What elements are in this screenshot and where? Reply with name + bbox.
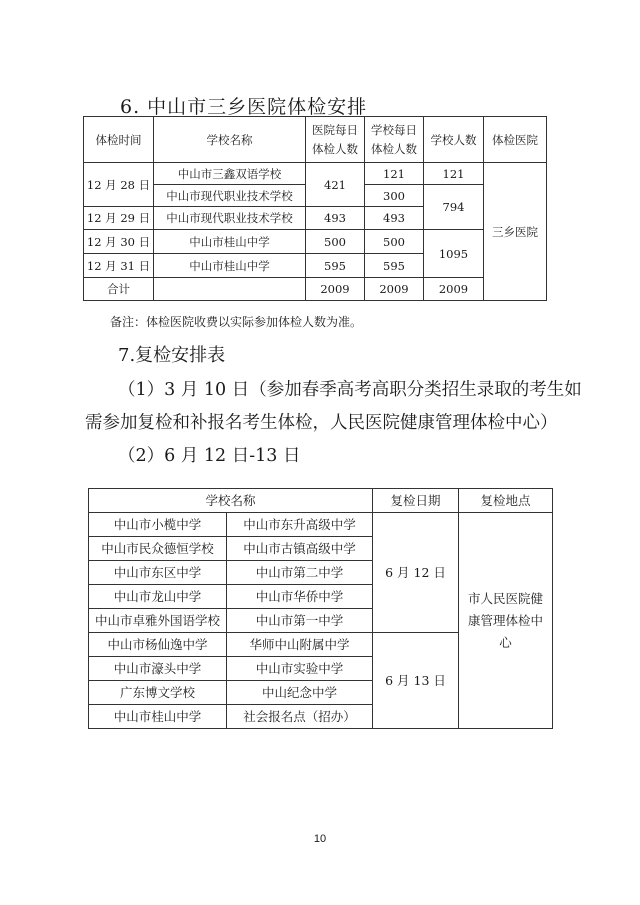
- table-row: [84, 163, 547, 185]
- cell-school-right: 社会报名点（招办）: [227, 705, 373, 729]
- header-school: 学校名称: [154, 117, 306, 163]
- cell-date-2: 6 月 13 日: [373, 633, 459, 729]
- cell-school-left: 中山市濠头中学: [89, 657, 227, 681]
- cell-hospital-daily: 500: [306, 230, 365, 254]
- cell-hospital-daily: 493: [306, 207, 365, 230]
- table-header-row: [84, 117, 547, 163]
- cell-total-label: 合计: [84, 278, 154, 301]
- cell-time: 12 月 31 日: [84, 254, 154, 278]
- cell-school-right: 中山纪念中学: [227, 681, 373, 705]
- cell-school-right: 中山市第二中学: [227, 561, 373, 585]
- cell-school-left: 中山市卓雅外国语学校: [89, 609, 227, 633]
- cell-school-daily: 300: [365, 185, 424, 207]
- cell-time: 12 月 30 日: [84, 230, 154, 254]
- cell-school-left: 中山市杨仙逸中学: [89, 633, 227, 657]
- recheck-schedule-table: [88, 488, 553, 729]
- cell-school-daily: 493: [365, 207, 424, 230]
- cell-school-right: 中山市东升高级中学: [227, 513, 373, 537]
- cell-school-left: 中山市桂山中学: [89, 705, 227, 729]
- cell-school-right: 中山市第一中学: [227, 609, 373, 633]
- cell-total-hospital-daily: 2009: [306, 278, 365, 301]
- cell-school-right: 华师中山附属中学: [227, 633, 373, 657]
- table-note: 备注：体检医院收费以实际参加体检人数为准。: [110, 315, 363, 329]
- cell-school-right: 中山市实验中学: [227, 657, 373, 681]
- cell-school-daily: 500: [365, 230, 424, 254]
- header-time: 体检时间: [84, 117, 154, 163]
- cell-school-left: 中山市龙山中学: [89, 585, 227, 609]
- cell-time: 12 月 29 日: [84, 207, 154, 230]
- cell-school-total: 121: [424, 163, 484, 185]
- header-date: 复检日期: [373, 489, 459, 513]
- cell-total-school-total: 2009: [424, 278, 484, 301]
- section6-title: 6. 中山市三乡医院体检安排: [120, 96, 368, 118]
- header-school: 学校名称: [89, 489, 373, 513]
- cell-place: 市人民医院健康管理体检中心: [459, 513, 553, 729]
- cell-school: 中山市现代职业技术学校: [154, 185, 306, 207]
- cell-school: 中山市现代职业技术学校: [154, 207, 306, 230]
- cell-total-school-daily: 2009: [365, 278, 424, 301]
- header-hospital-daily: 医院每日 体检人数: [306, 117, 365, 163]
- table-row: [89, 513, 553, 537]
- cell-school-total: 1095: [424, 230, 484, 278]
- header-hospital: 体检医院: [484, 117, 547, 163]
- table-row: [84, 230, 547, 254]
- item1-line1: （1）3 月 10 日（参加春季高考高职分类招生录取的考生如: [118, 380, 582, 400]
- cell-school-right: 中山市古镇高级中学: [227, 537, 373, 561]
- cell-hospital: 三乡医院: [484, 163, 547, 301]
- cell-school-right: 中山市华侨中学: [227, 585, 373, 609]
- cell-school: 中山市桂山中学: [154, 230, 306, 254]
- page-number: 10: [313, 833, 327, 845]
- header-school-daily: 学校每日 体检人数: [365, 117, 424, 163]
- cell-school-daily: 121: [365, 163, 424, 185]
- header-place: 复检地点: [459, 489, 553, 513]
- cell-school: 中山市三鑫双语学校: [154, 163, 306, 185]
- cell-total-blank: [154, 278, 306, 301]
- header-school-total: 学校人数: [424, 117, 484, 163]
- cell-school-total: 794: [424, 185, 484, 230]
- cell-school: 中山市桂山中学: [154, 254, 306, 278]
- cell-school-left: 中山市小榄中学: [89, 513, 227, 537]
- cell-school-left: 广东博文学校: [89, 681, 227, 705]
- cell-time: 12 月 28 日: [84, 163, 154, 207]
- cell-hospital-daily: 421: [306, 163, 365, 207]
- cell-school-left: 中山市民众德恒学校: [89, 537, 227, 561]
- cell-school-left: 中山市东区中学: [89, 561, 227, 585]
- table-header-row: [89, 489, 553, 513]
- table-total-row: [84, 278, 547, 301]
- item1-line2: 需参加复检和补报名考生体检，人民医院健康管理体检中心）: [85, 413, 558, 433]
- hospital-schedule-table: [83, 116, 547, 301]
- cell-date-1: 6 月 12 日: [373, 513, 459, 633]
- cell-school-daily: 595: [365, 254, 424, 278]
- item2: （2）6 月 12 日-13 日: [118, 446, 301, 466]
- section7-title: 7.复检安排表: [118, 345, 226, 366]
- cell-hospital-daily: 595: [306, 254, 365, 278]
